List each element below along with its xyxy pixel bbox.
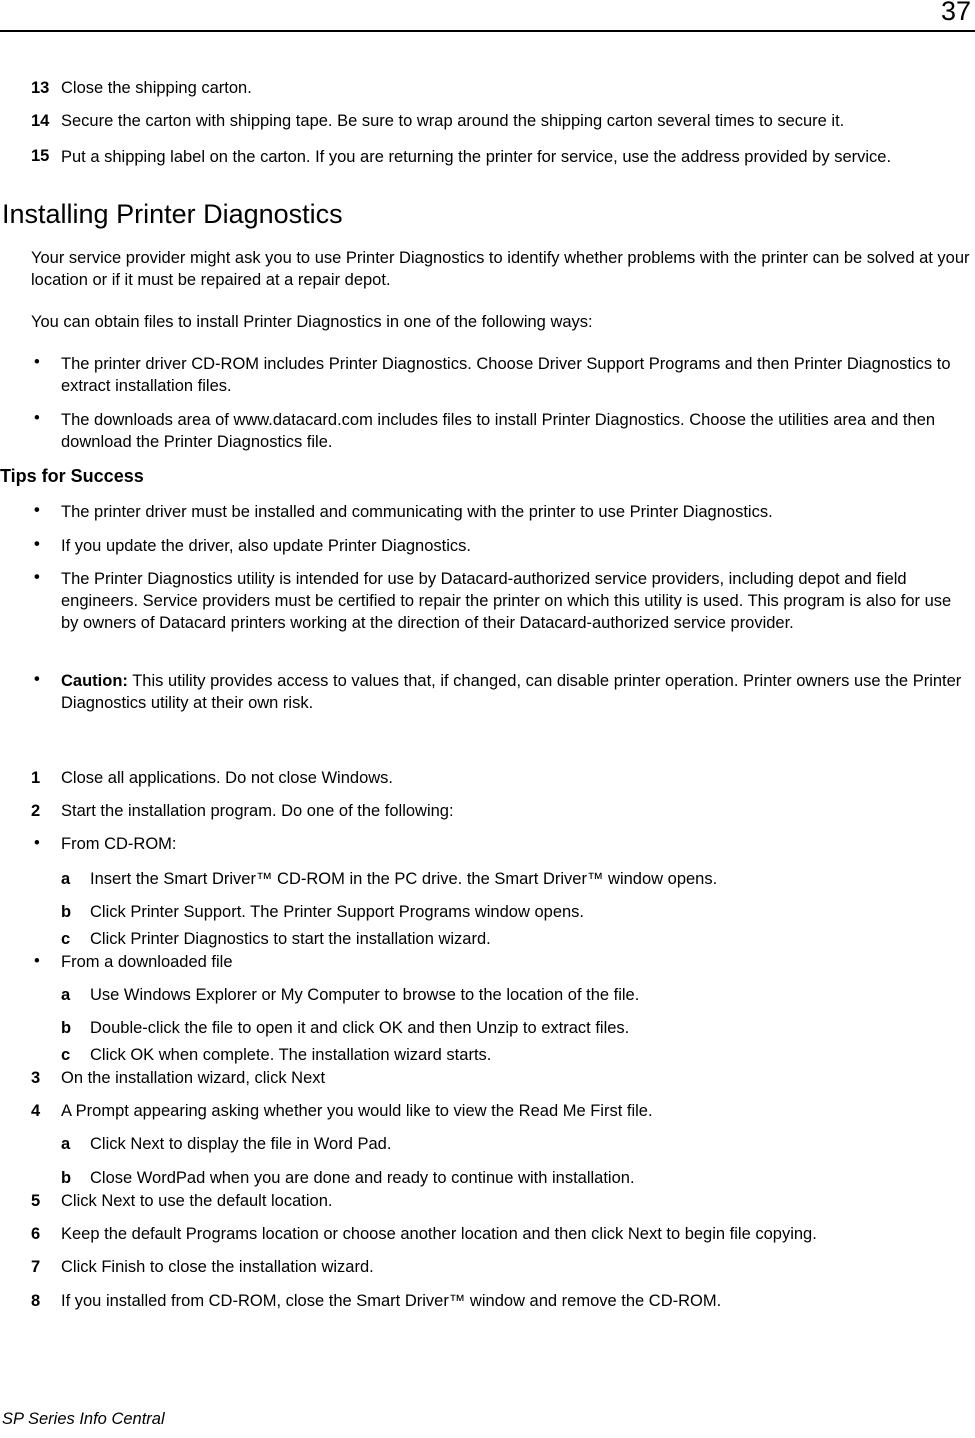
tip-item-2: If you update the driver, also update Printer Diagnostics. <box>61 537 471 555</box>
step-14 <box>31 111 49 132</box>
step4-sub-b: Close WordPad when you are done and ready to continue with installation. <box>90 1169 635 1187</box>
dl-sub-c: Click OK when complete. The installation wizard starts. <box>90 1046 492 1064</box>
step-13-text: Close the shipping carton. <box>61 79 252 97</box>
sub-mark: a <box>61 1135 71 1153</box>
tip-item-1: The printer driver must be installed and communicating with the printer to use Printer Diagnostics. <box>61 503 773 521</box>
step-number: 1 <box>31 769 41 787</box>
bullet-mark: • <box>34 535 40 553</box>
sub-mark: b <box>61 903 72 921</box>
install-step-4: A Prompt appearing asking whether you would like to view the Read Me First file. <box>61 1102 653 1120</box>
intro-paragraph: Your service provider might ask you to use Printer Diagnostics to identify whether problems with the printer can be solved at your location or if it must be repaired at a repair depot. <box>31 249 970 289</box>
step-13 <box>31 78 49 99</box>
sub-mark: c <box>61 1046 71 1064</box>
step-number: 6 <box>31 1225 41 1243</box>
way-item-1: The printer driver CD-ROM includes Printer Diagnostics. Choose Driver Support Programs and then Printer Diagnostics to extract installation files. <box>61 355 951 395</box>
caution-item <box>61 670 973 714</box>
install-step-1: Close all applications. Do not close Windows. <box>61 769 393 787</box>
caution-text: This utility provides access to values that, if changed, can disable printer operation. Printer owners use the Printer Diagnostics utility at their own risk. <box>61 672 962 712</box>
tips-heading: Tips for Success <box>0 466 144 486</box>
bullet-mark: • <box>34 409 40 427</box>
cd-rom-label: From CD-ROM: <box>61 835 177 853</box>
download-label: From a downloaded file <box>61 953 233 971</box>
step-15 <box>31 146 49 167</box>
obtain-paragraph: You can obtain files to install Printer Diagnostics in one of the following ways: <box>31 313 593 331</box>
install-step-5: Click Next to use the default location. <box>61 1192 333 1210</box>
install-step-8: If you installed from CD-ROM, close the Smart Driver™ window and remove the CD-ROM. <box>61 1292 722 1310</box>
cd-sub-a: Insert the Smart Driver™ CD-ROM in the PC drive. the Smart Driver™ window opens. <box>90 870 718 888</box>
install-step-7: Click Finish to close the installation wizard. <box>61 1258 374 1276</box>
step-number: 5 <box>31 1192 41 1210</box>
cd-sub-b: Click Printer Support. The Printer Support Programs window opens. <box>90 903 585 921</box>
step-number: 3 <box>31 1069 41 1087</box>
sub-mark: a <box>61 986 71 1004</box>
section-title: Installing Printer Diagnostics <box>2 199 343 229</box>
step-number: 13 <box>31 79 50 97</box>
install-step-2: Start the installation program. Do one of the following: <box>61 802 454 820</box>
step4-sub-a: Click Next to display the file in Word Pad. <box>90 1135 392 1153</box>
sub-mark: b <box>61 1019 72 1037</box>
dl-sub-b: Double-click the file to open it and click OK and then Unzip to extract files. <box>90 1019 630 1037</box>
way-item-2: The downloads area of www.datacard.com includes files to install Printer Diagnostics. Choose the utilities area and then download the Printer Diagnostics file. <box>61 411 936 451</box>
cd-sub-c: Click Printer Diagnostics to start the installation wizard. <box>90 930 491 948</box>
step-15-text: Put a shipping label on the carton. If you are returning the printer for service, use the address provided by service. <box>61 148 892 166</box>
dl-sub-a: Use Windows Explorer or My Computer to browse to the location of the file. <box>90 986 640 1004</box>
sub-mark: a <box>61 870 71 888</box>
step-14-text: Secure the carton with shipping tape. Be sure to wrap around the shipping carton several times to secure it. <box>61 112 845 130</box>
install-step-6: Keep the default Programs location or choose another location and then click Next to begin file copying. <box>61 1225 817 1243</box>
tip-item-3: The Printer Diagnostics utility is intended for use by Datacard-authorized service providers, including depot and field engineers. Service providers must be certified to repair the printer on which this utility is used. This program is also for use by owners of Datacard printers working at the direction of their Datacard-authorized service provider. <box>61 570 952 632</box>
bullet-mark: • <box>34 568 40 586</box>
bullet-mark: • <box>34 670 40 688</box>
bullet-mark: • <box>34 501 40 519</box>
step-number: 4 <box>31 1102 41 1120</box>
step-number: 15 <box>31 147 50 165</box>
caution-label: Caution: <box>61 672 128 690</box>
bullet-mark: • <box>34 952 40 970</box>
bullet-mark: • <box>34 834 40 852</box>
step-number: 2 <box>31 802 41 820</box>
bullet-mark: • <box>34 353 40 371</box>
step-number: 14 <box>31 112 50 130</box>
page-number: 37 <box>940 0 971 26</box>
install-step-3: On the installation wizard, click Next <box>61 1069 326 1087</box>
step-number: 7 <box>31 1258 41 1276</box>
step-number: 8 <box>31 1292 41 1310</box>
sub-mark: b <box>61 1169 72 1187</box>
footer-title: SP Series Info Central <box>2 1410 165 1428</box>
sub-mark: c <box>61 930 71 948</box>
header-rule <box>0 30 975 32</box>
